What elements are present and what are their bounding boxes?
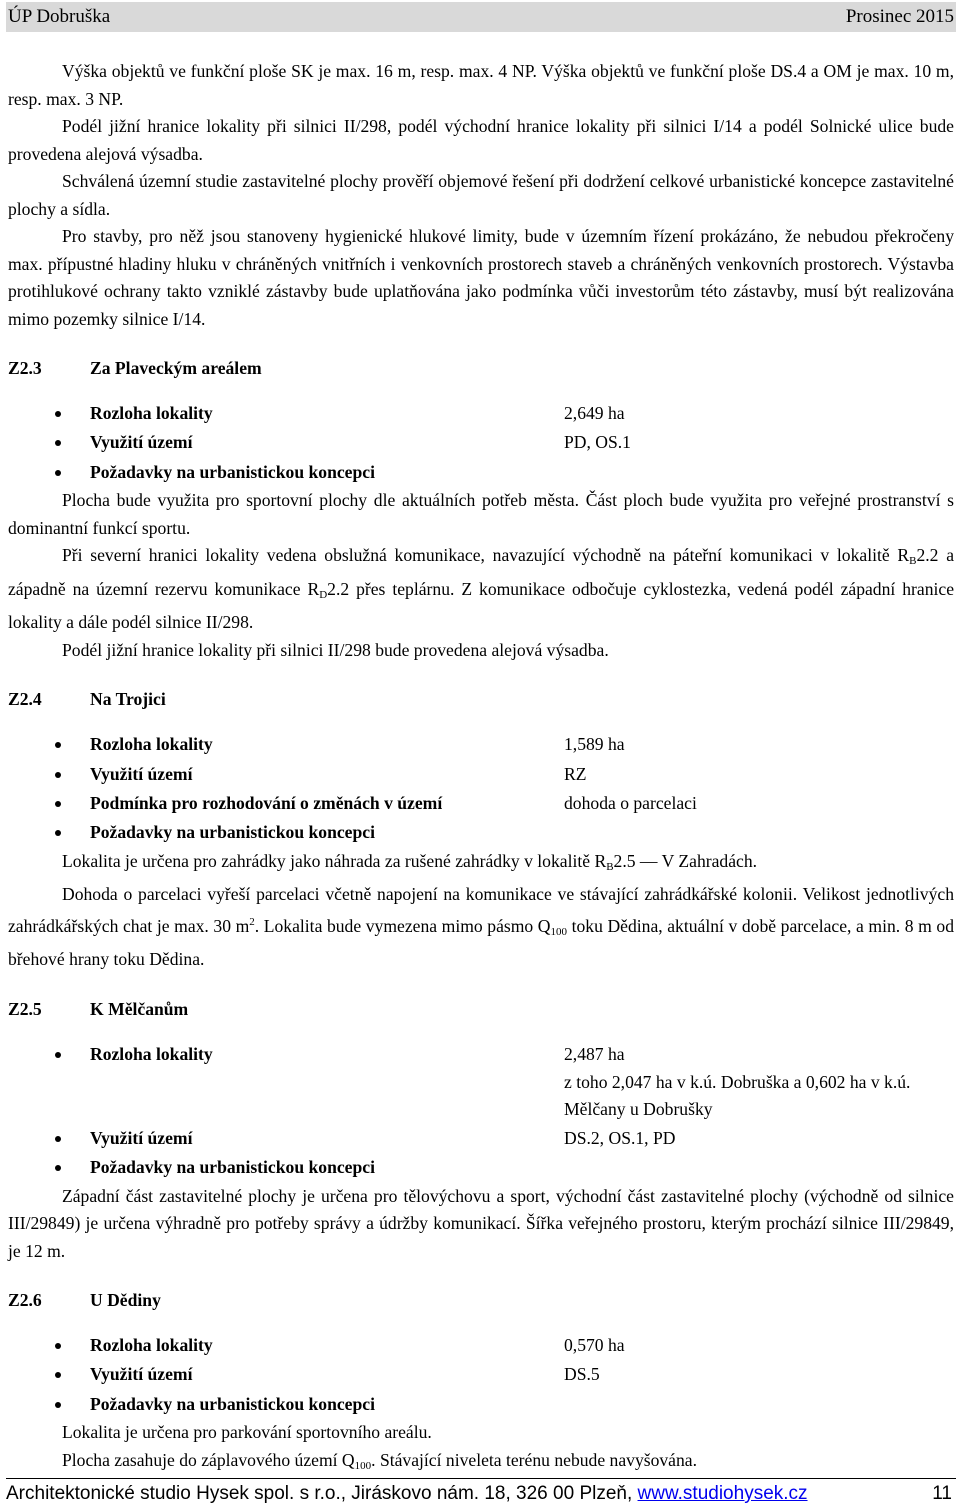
attribute-label: Využití území xyxy=(90,763,193,784)
attribute-label: Rozloha lokality xyxy=(90,1043,213,1064)
paragraph: Plocha zasahuje do záplavového území $Q_{100}$. Stávající niveleta terénu nebude navyšována. xyxy=(62,1449,697,1472)
header-document-title: ÚP Dobruška xyxy=(8,6,111,27)
intro-paragraph-1: Výška objektů ve funkční ploše SK je max. 16 m, resp. max. 4 NP. Výška objektů ve funkční ploše DS.4 a OM je max. 10 m, resp. max. 3 NP. xyxy=(8,61,954,109)
footer-address: Architektonické studio Hysek spol. s r.o., Jiráskovo nám. 18, 326 00 Plzeň, www.studiohysek.cz xyxy=(6,1483,808,1504)
attribute-value: 0,570 ha xyxy=(564,1335,625,1356)
attribute-value: dohoda o parcelaci xyxy=(564,792,697,813)
bullet-icon xyxy=(55,1165,61,1171)
attribute-label: Požadavky na urbanistickou koncepci xyxy=(90,1393,375,1414)
list-item xyxy=(8,1331,954,1360)
footer-website-link[interactable]: www.studiohysek.cz xyxy=(637,1483,808,1504)
page-number: 11 xyxy=(932,1483,952,1504)
section-heading-z2-3 xyxy=(8,355,954,385)
attribute-list xyxy=(8,1331,954,1419)
section-heading-z2-6 xyxy=(8,1287,954,1317)
section-title: Za Plaveckým areálem xyxy=(90,358,262,378)
section-title: K Mělčanům xyxy=(90,998,189,1019)
paragraph: Lokalita je určena pro parkování sportovního areálu. xyxy=(62,1422,432,1443)
list-item xyxy=(8,1390,954,1419)
attribute-label: Využití území xyxy=(90,1127,193,1148)
attribute-value: 2,487 ha xyxy=(564,1043,625,1064)
attribute-list xyxy=(8,1040,954,1183)
list-item xyxy=(8,1360,954,1389)
section-title: U Dědiny xyxy=(90,1290,161,1311)
paragraph: Podél jižní hranice lokality při silnici II/298 bude provedena alejová výsadba. xyxy=(62,639,609,660)
attribute-value: 2,649 ha xyxy=(564,403,625,423)
bullet-icon xyxy=(55,742,61,748)
attribute-label: Požadavky na urbanistickou koncepci xyxy=(90,822,375,843)
section-number: Z2.5 xyxy=(8,998,42,1019)
attribute-value-detail: z toho 2,047 ha v k.ú. Dobruška a 0,602 ha v k.ú. Mělčany u Dobrušky xyxy=(564,1071,911,1120)
attribute-value: DS.5 xyxy=(564,1364,600,1385)
attribute-list xyxy=(8,399,954,487)
list-item xyxy=(8,818,954,847)
header-date: Prosinec 2015 xyxy=(845,6,954,27)
paragraph: Plocha bude využita pro sportovní plochy dle aktuálních potřeb města. Část ploch bude využita pro veřejné prostranství s dominantní funkcí sportu. xyxy=(8,490,954,538)
paragraph: Západní část zastavitelné plochy je určena pro tělovýchovu a sport, východní část zastavitelné plochy (východně od silnice III/29849) je určena výhradně pro potřeby správy a údržby komunikací. Šířka veřejného prostoru, kterým prochází silnice III/29849, je 12 m. xyxy=(8,1185,954,1261)
list-item xyxy=(8,428,954,457)
section-title: Na Trojici xyxy=(90,689,166,710)
list-item xyxy=(8,458,954,487)
attribute-value: PD, OS.1 xyxy=(564,432,631,453)
attribute-label: Podmínka pro rozhodování o změnách v území xyxy=(90,792,443,813)
section-heading-z2-4 xyxy=(8,686,954,716)
list-item xyxy=(8,730,954,759)
bullet-icon xyxy=(55,830,61,836)
list-item xyxy=(8,399,954,428)
intro-paragraph-3: Schválená územní studie zastavitelné plochy prověří objemové řešení při dodržení celkové urbanistické koncepce zastavitelné plochy a sídla. xyxy=(8,171,954,219)
attribute-label: Požadavky na urbanistickou koncepci xyxy=(90,461,375,482)
footer-divider xyxy=(6,1478,956,1479)
list-item xyxy=(8,1124,954,1153)
bullet-icon xyxy=(55,772,61,778)
attribute-value: RZ xyxy=(564,763,587,784)
list-item xyxy=(8,760,954,789)
document-body xyxy=(8,58,954,1480)
list-item xyxy=(8,1040,954,1124)
attribute-label: Požadavky na urbanistickou koncepci xyxy=(90,1157,375,1178)
bullet-icon xyxy=(55,470,61,476)
bullet-icon xyxy=(55,1136,61,1142)
attribute-label: Využití území xyxy=(90,432,193,453)
bullet-icon xyxy=(55,801,61,807)
bullet-icon xyxy=(55,1372,61,1378)
intro-paragraph-4: Pro stavby, pro něž jsou stanoveny hygienické hlukové limity, bude v územním řízení prokázáno, že nebudou překročeny max. přípustné hladiny hluku v chráněných vnitřních i venkovních prostorech staveb a chráněných venkovních prostorech. Výstavba protihlukové ochrany takto vzniklé zástavby bude uplatňována jako podmínka vůči investorům této zástavby, musí být realizována mimo pozemky silnice I/14. xyxy=(8,226,954,329)
bullet-icon xyxy=(55,440,61,446)
section-number: Z2.3 xyxy=(8,358,42,378)
paragraph: Lokalita je určena pro zahrádky jako náhrada za rušené zahrádky v lokalitě $R_B2.5$ — V Zahradách. xyxy=(62,850,758,873)
page-header xyxy=(6,2,956,32)
intro-paragraph-2: Podél jižní hranice lokality při silnici II/298, podél východní hranice lokality při silnici I/14 a podél Solnické ulice bude provedena alejová výsadba. xyxy=(8,116,954,164)
section-heading-z2-5 xyxy=(8,996,954,1026)
attribute-label: Rozloha lokality xyxy=(90,734,213,755)
section-number: Z2.6 xyxy=(8,1290,42,1311)
paragraph: Dohoda o parcelaci vyřeší parcelaci včetně napojení na komunikace ve stávající zahrádkářské kolonii. Velikost jednotlivých zahrádkářských chat je max. 30 $m^2$. Lokalita bude vymezena mimo pásmo $Q_{100}$ toku Dědina, aktuální v době parcelace, a min. 8 m od břehové hrany toku Dědina. xyxy=(8,884,954,970)
bullet-icon xyxy=(55,1402,61,1408)
bullet-icon xyxy=(55,1343,61,1349)
list-item xyxy=(8,789,954,818)
attribute-value: DS.2, OS.1, PD xyxy=(564,1127,676,1148)
attribute-label: Rozloha lokality xyxy=(90,1335,213,1356)
attribute-label: Využití území xyxy=(90,1364,193,1385)
attribute-list xyxy=(8,730,954,848)
page-footer xyxy=(6,1482,956,1506)
paragraph: Při severní hranici lokality vedena obslužná komunikace, navazující východně na páteřní komunikaci v lokalitě $R_B2.2$ a západně na územní rezervu komunikace $R_D2.2$ přes teplárnu. Z komunikace odbočuje cyklostezka, vedená podél západní hranice lokality a dále podél silnice II/298. xyxy=(8,545,954,633)
attribute-value: 1,589 ha xyxy=(564,734,625,755)
bullet-icon xyxy=(55,1052,61,1058)
section-number: Z2.4 xyxy=(8,689,42,710)
attribute-label: Rozloha lokality xyxy=(90,403,213,423)
bullet-icon xyxy=(55,411,61,417)
list-item xyxy=(8,1153,954,1182)
